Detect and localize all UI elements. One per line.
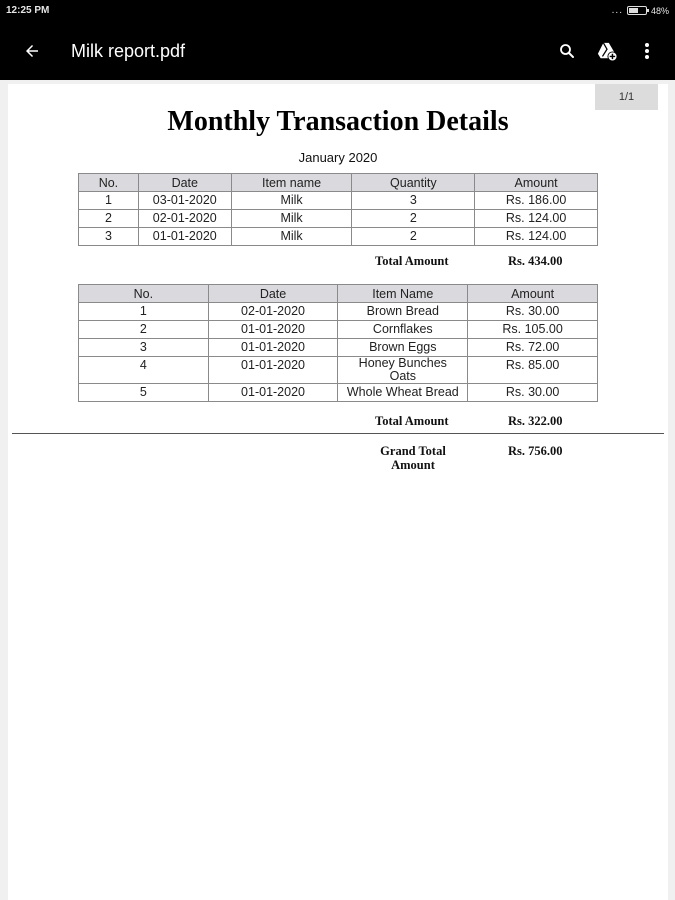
- table-cell: Brown Eggs: [338, 339, 468, 357]
- table-header-row: [79, 174, 598, 192]
- search-button[interactable]: [553, 37, 581, 65]
- app-actions: [553, 37, 661, 65]
- table-header-row: [79, 285, 598, 303]
- table-cell: 5: [79, 384, 209, 402]
- table-cell: 2: [352, 210, 475, 228]
- pdf-page: [8, 84, 668, 900]
- table-cell: 01-01-2020: [208, 339, 338, 357]
- column-header: Item name: [231, 174, 352, 192]
- document-title: Milk report.pdf: [71, 41, 186, 61]
- arrow-back-icon: [23, 42, 41, 60]
- table-cell: Milk: [231, 228, 352, 246]
- column-header: No.: [79, 285, 209, 303]
- table-cell: 3: [79, 228, 139, 246]
- search-icon: [558, 42, 576, 60]
- table1-total-value: Rs. 434.00: [508, 254, 563, 268]
- table-cell: 2: [79, 210, 139, 228]
- table-cell: 3: [352, 192, 475, 210]
- column-header: Date: [138, 174, 231, 192]
- table-cell: 3: [79, 339, 209, 357]
- milk-transactions-table: [78, 173, 598, 246]
- add-to-drive-button[interactable]: [593, 37, 621, 65]
- page-indicator: 1/1: [595, 84, 658, 110]
- table-row: [79, 339, 598, 357]
- table-cell: Rs. 186.00: [475, 192, 598, 210]
- notification-dots: ...: [611, 5, 623, 16]
- table-cell: Rs. 72.00: [468, 339, 598, 357]
- table-cell: 02-01-2020: [208, 303, 338, 321]
- table-cell: Rs. 30.00: [468, 384, 598, 402]
- table2-total-value: Rs. 322.00: [508, 414, 563, 428]
- battery-level: 48%: [650, 5, 669, 16]
- table-cell: 2: [79, 321, 209, 339]
- table-cell: Rs. 124.00: [475, 210, 598, 228]
- report-title: Monthly Transaction Details: [167, 106, 509, 137]
- table-cell: Rs. 124.00: [475, 228, 598, 246]
- table-row: [79, 357, 598, 384]
- battery-icon: [627, 6, 647, 15]
- table-row: [79, 303, 598, 321]
- column-header: Date: [208, 285, 338, 303]
- table-cell: 4: [79, 357, 209, 384]
- table-cell: Whole Wheat Bread: [338, 384, 468, 402]
- table-cell: 01-01-2020: [138, 228, 231, 246]
- pdf-viewer[interactable]: [0, 80, 675, 900]
- column-header: Amount: [475, 174, 598, 192]
- table2-total-label: Total Amount: [375, 414, 449, 428]
- table-cell: Rs. 85.00: [468, 357, 598, 384]
- grand-total-value: Rs. 756.00: [508, 444, 563, 458]
- table-cell: Brown Bread: [338, 303, 468, 321]
- more-vert-icon: [644, 42, 650, 60]
- grocery-transactions-table: [78, 284, 598, 402]
- column-header: No.: [79, 174, 139, 192]
- table-cell: 1: [79, 303, 209, 321]
- table1-total-label: Total Amount: [375, 254, 449, 268]
- table-cell: Cornflakes: [338, 321, 468, 339]
- grand-total-label: Grand Total Amount: [380, 444, 446, 472]
- table-row: [79, 321, 598, 339]
- table-cell: 01-01-2020: [208, 357, 338, 384]
- column-header: Item Name: [338, 285, 468, 303]
- more-options-button[interactable]: [633, 37, 661, 65]
- table-cell: Honey Bunches Oats: [338, 357, 468, 384]
- table-cell: Milk: [231, 210, 352, 228]
- table-cell: 03-01-2020: [138, 192, 231, 210]
- table-row: [79, 192, 598, 210]
- section-divider: [12, 433, 664, 434]
- status-time: 12:25 PM: [6, 5, 50, 16]
- table-cell: 2: [352, 228, 475, 246]
- table-cell: 01-01-2020: [208, 384, 338, 402]
- column-header: Amount: [468, 285, 598, 303]
- table-cell: 01-01-2020: [208, 321, 338, 339]
- column-header: Quantity: [352, 174, 475, 192]
- table-cell: 1: [79, 192, 139, 210]
- status-bar: [0, 0, 675, 22]
- table-row: [79, 384, 598, 402]
- table-cell: Rs. 30.00: [468, 303, 598, 321]
- table-row: [79, 210, 598, 228]
- table-cell: Rs. 105.00: [468, 321, 598, 339]
- table-row: [79, 228, 598, 246]
- report-period: January 2020: [298, 150, 378, 165]
- table-cell: Milk: [231, 192, 352, 210]
- table-cell: 02-01-2020: [138, 210, 231, 228]
- app-bar: [0, 22, 675, 80]
- status-indicators: [612, 5, 669, 16]
- back-button[interactable]: [18, 37, 46, 65]
- drive-add-icon: [596, 41, 618, 61]
